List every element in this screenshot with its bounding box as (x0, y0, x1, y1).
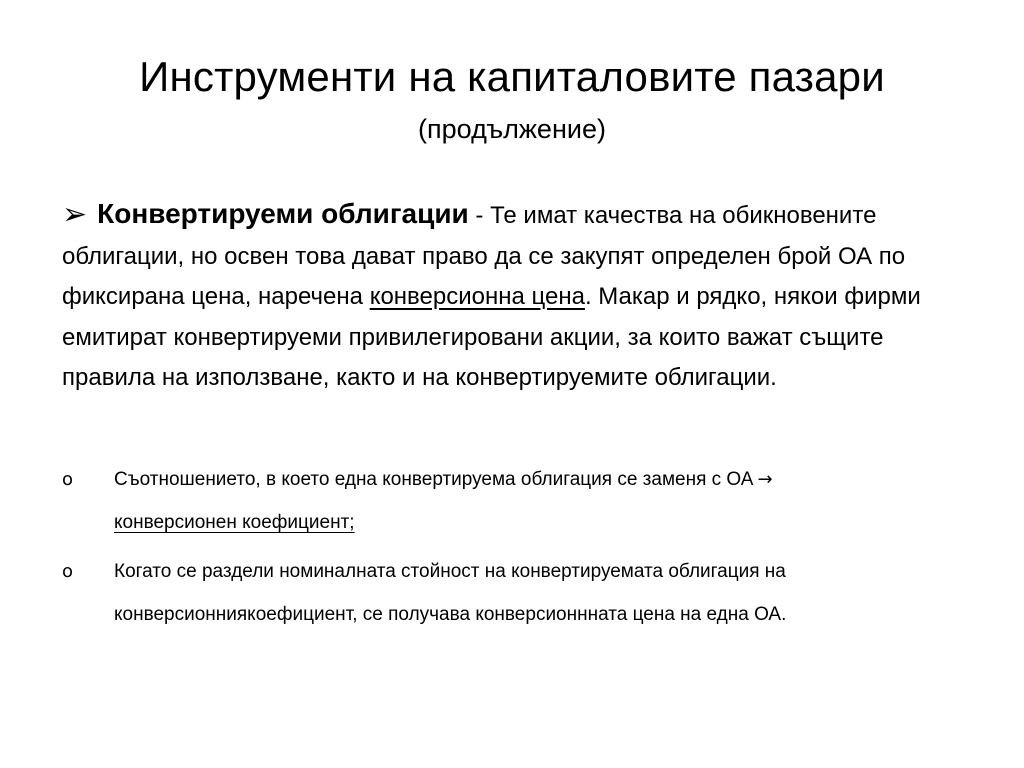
sub-bullet-list (62, 458, 962, 636)
circle-bullet-icon: o (62, 561, 74, 582)
sub-bullet-item (62, 458, 962, 544)
sub-item-text: Когато се раздели номиналната стойност на конвертируемата облигация на конверсионниякоефициент, се получава конверсионнната цена на една ОА. (114, 561, 787, 625)
slide-title: Инструменти на капиталовите пазари (139, 53, 885, 100)
underlined-conversion-ratio: конверсионен коефициент; (114, 512, 355, 533)
circle-bullet-icon: o (62, 469, 74, 490)
underlined-conversion-price: конверсионна цена (369, 283, 585, 310)
right-arrow-icon: → (757, 469, 773, 490)
main-bullet-point (62, 194, 962, 399)
term-convertible-bonds: Конвертируеми облигации (97, 198, 469, 229)
main-text-part-1: - Те имат качества на обикновените облигации, но освен това дават право да се закупят определен брой ОА по фиксирана цена, наречена (62, 202, 906, 310)
arrow-bullet-icon: ➢ (62, 197, 88, 232)
slide-subtitle: (продължение) (418, 114, 606, 144)
main-text-part-2: . Макар и рядко, някои фирми емитират конвертируеми привилегировани акции, за които важат същите правила на използване, както и на конвертируемите облигации. (62, 283, 921, 391)
sub-bullet-item (62, 550, 962, 636)
sub-item-text: Съотношението, в което една конвертируема облигация се заменя с ОА (114, 469, 754, 490)
